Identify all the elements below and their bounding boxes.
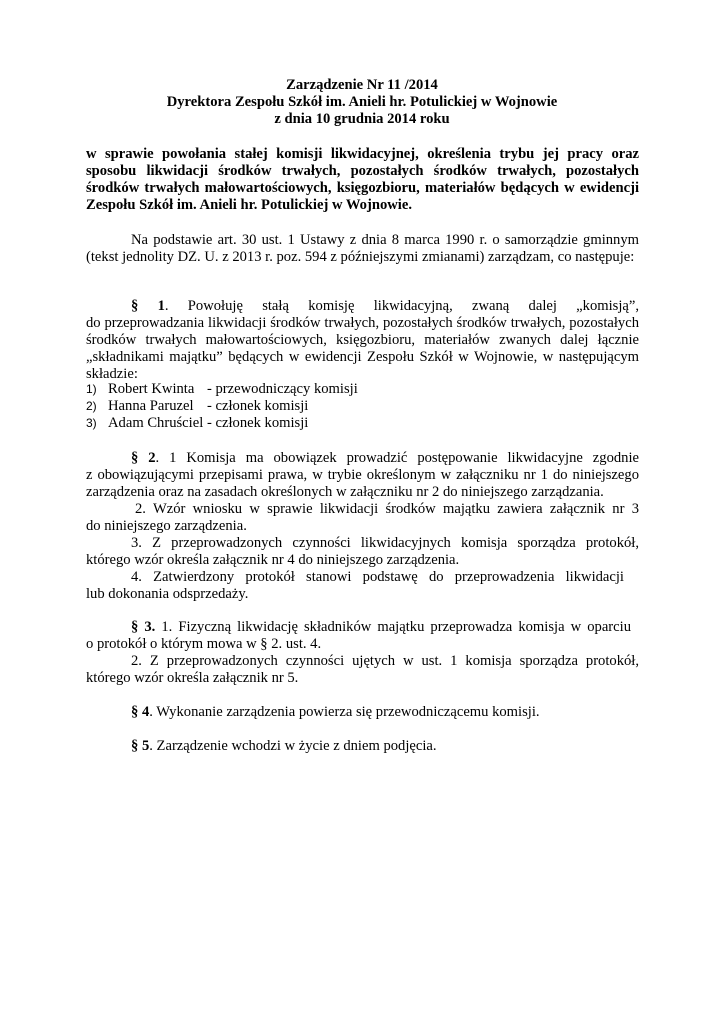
paragraph-1-line: składzie: [86,366,138,382]
paragraph-2-mark: § 2 [131,450,156,466]
member-role: - członek komisji [207,398,309,414]
paragraph-2-line: do niniejszego zarządzenia. [86,518,247,534]
paragraph-3-line: którego wzór określa załącznik nr 5. [86,670,299,686]
member-role: - członek komisji [207,415,309,431]
member-role: - przewodniczący komisji [207,381,358,397]
paragraph-3-line: o protokół o którym mowa w § 2. ust. 4. [86,636,322,652]
member-name: Hanna Paruzel [108,398,194,414]
paragraph-3-line: 2. Z przeprowadzonych czynności ujętych w ust. 1 komisja sporządza protokół, [131,653,639,669]
paragraph-1-line: do przeprowadzania likwidacji środków trwałych, pozostałych środków trwałych, pozostałych [86,315,639,331]
subject-line-4: Zespołu Szkół im. Anieli hr. Potulickiej w Wojnowie. [86,197,412,213]
paragraph-3-mark: § 3. [131,619,156,635]
paragraph-1-line: środków trwałych małowartościowych, księgozbioru, materiałów zwanych dalej łącznie [86,332,639,348]
paragraph-5 [131,738,684,756]
member-number: 3) [86,416,97,430]
member-name: Robert Kwinta [108,381,195,397]
paragraph-5-text: . Zarządzenie wchodzi w życie z dniem podjęcia. [149,738,437,754]
paragraph-4-text: . Wykonanie zarządzenia powierza się przewodniczącemu komisji. [149,704,540,720]
paragraph-4 [131,704,684,722]
paragraph-5-mark: § 5 [131,738,150,754]
member-list-item [86,381,358,399]
member-list-item [86,415,308,433]
paragraph-1-first-text: . Powołuję stałą komisję likwidacyjną, zwaną dalej „komisją”, [164,298,639,314]
paragraph-2-line: z obowiązującymi przepisami prawa, w trybie określonym w załączniku nr 1 do niniejszego [86,467,639,483]
paragraph-2-first-line [131,450,639,468]
member-list-item [86,398,308,416]
basis-line-1: Na podstawie art. 30 ust. 1 Ustawy z dnia 8 marca 1990 r. o samorządzie gminnym [131,232,639,248]
paragraph-3-first-text: 1. Fizyczną likwidację składników majątku przeprowadza komisja w oparciu [155,619,631,635]
paragraph-2-line: zarządzenia oraz na zasadach określonych w załączniku nr 2 do niniejszego zarządzania. [86,484,604,500]
subject-line-2: sposobu likwidacji środków trwałych, pozostałych środków trwałych, pozostałych [86,163,639,179]
subject-line-3: środków trwałych małowartościowych, księgozbioru, materiałów będących w ewidencji [86,180,639,196]
subject-line-1: w sprawie powołania stałej komisji likwidacyjnej, określenia trybu jej pracy oraz [86,146,639,162]
paragraph-3-first-line [131,619,631,637]
basis-line-2: (tekst jednolity DZ. U. z 2013 r. poz. 594 z późniejszymi zmianami) zarządzam, co następuje: [86,249,635,265]
paragraph-1-mark: § 1 [131,298,165,314]
member-number: 1) [86,382,97,396]
paragraph-2-line: 4. Zatwierdzony protokół stanowi podstawę do przeprowadzenia likwidacji [131,569,624,585]
paragraph-1-first-line [131,298,639,316]
paragraph-2-line: 2. Wzór wniosku w sprawie likwidacji środków majątku zawiera załącznik nr 3 [135,501,639,517]
member-name: Adam Chruściel [108,415,204,431]
document-title: Zarządzenie Nr 11 /2014 [286,77,438,93]
paragraph-4-mark: § 4 [131,704,150,720]
paragraph-2-line: lub dokonania odsprzedaży. [86,586,249,602]
paragraph-1-line: „składnikami majątku” będących w ewidencji Zespołu Szkół w Wojnowie, w następującym [86,349,639,365]
paragraph-2-line: którego wzór określa załącznik nr 4 do niniejszego zarządzenia. [86,552,460,568]
member-number: 2) [86,399,97,413]
document-issuer: Dyrektora Zespołu Szkół im. Anieli hr. Potulickiej w Wojnowie [166,94,558,110]
paragraph-2-first-text: . 1 Komisja ma obowiązek prowadzić postępowanie likwidacyjne zgodnie [155,450,639,466]
paragraph-2-line: 3. Z przeprowadzonych czynności likwidacyjnych komisja sporządza protokół, [131,535,639,551]
document-date: z dnia 10 grudnia 2014 roku [274,111,450,127]
